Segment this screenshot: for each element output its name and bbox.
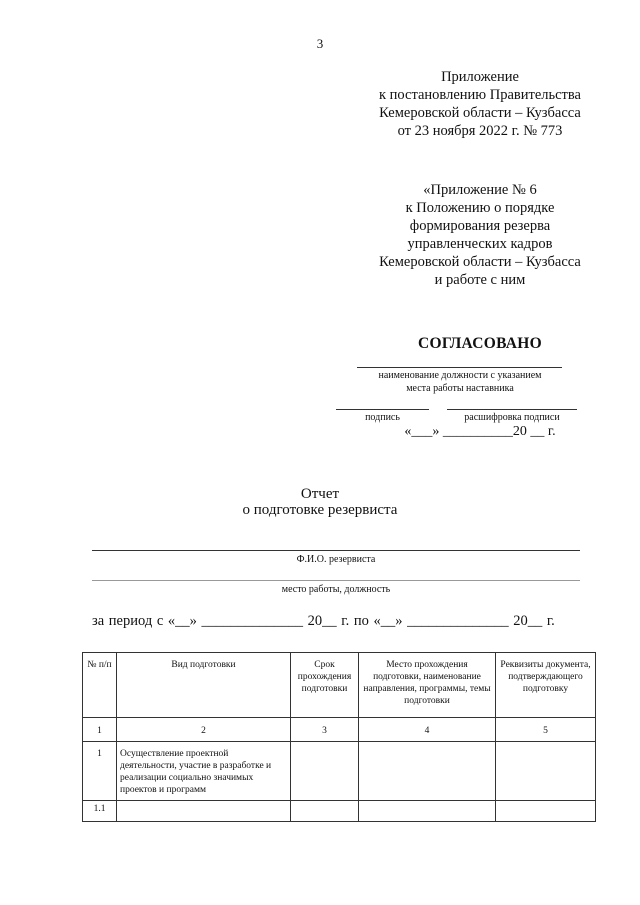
column-number: 5: [496, 718, 596, 742]
report-title: Отчет: [300, 486, 340, 502]
fio-line: [92, 550, 580, 551]
row-term: [291, 742, 359, 801]
appendix6-line: формирования резерва: [409, 218, 551, 234]
appendix-line: от 23 ноября 2022 г. № 773: [397, 123, 563, 139]
signature-caption: подпись: [365, 412, 400, 423]
decoding-line: [447, 409, 577, 410]
signature-line: [336, 409, 429, 410]
row-num: 1: [83, 742, 117, 801]
row-place: [359, 742, 496, 801]
table-header-row: [83, 653, 596, 718]
workplace-line: [92, 580, 580, 581]
table-row: [83, 742, 596, 801]
workplace-caption: место работы, должность: [281, 584, 391, 595]
position-line: [357, 367, 562, 368]
row-type: [117, 801, 291, 822]
approval-title: СОГЛАСОВАНО: [418, 335, 542, 352]
row-place: [359, 801, 496, 822]
page-number: 3: [316, 36, 324, 51]
appendix-header: [355, 68, 605, 140]
training-table: [82, 652, 596, 822]
row-type: Осуществление проектной деятельности, участие в разработке и реализации социально значимых проектов и программ: [117, 742, 291, 801]
column-number-row: [83, 718, 596, 742]
appendix-line: Кемеровской области – Кузбасса: [379, 105, 581, 121]
appendix6-line: «Приложение № 6: [423, 182, 537, 198]
decoding-caption: расшифровка подписи: [464, 412, 560, 423]
row-term: [291, 801, 359, 822]
column-number: 2: [117, 718, 291, 742]
appendix6-line: к Положению о порядке: [405, 200, 555, 216]
appendix6-line: управленческих кадров: [407, 236, 553, 252]
table-row: [83, 801, 596, 822]
report-subtitle: о подготовке резервиста: [242, 502, 398, 518]
row-doc: [496, 742, 596, 801]
header-term: Срок прохождения подготовки: [291, 653, 359, 718]
position-caption: [345, 369, 575, 395]
position-caption-line: места работы наставника: [406, 383, 514, 394]
approval-date-line: «___» __________20 __ г.: [404, 424, 556, 439]
column-number: 3: [291, 718, 359, 742]
position-caption-line: наименование должности с указанием: [378, 370, 542, 381]
column-number: 4: [359, 718, 496, 742]
header-type: Вид подготовки: [117, 653, 291, 718]
appendix6-line: и работе с ним: [434, 272, 526, 288]
appendix-line: к постановлению Правительства: [379, 87, 581, 103]
header-place: Место прохождения подготовки, наименование направления, программы, темы подготовки: [359, 653, 496, 718]
column-number: 1: [83, 718, 117, 742]
appendix6-header: [355, 181, 605, 289]
header-num: № п/п: [83, 653, 117, 718]
fio-caption: Ф.И.О. резервиста: [296, 554, 376, 565]
period-line: за период с «__» ______________ 20__ г. по «__» ______________ 20__ г.: [92, 613, 555, 629]
row-num: 1.1: [83, 801, 117, 822]
row-doc: [496, 801, 596, 822]
appendix6-line: Кемеровской области – Кузбасса: [379, 254, 581, 270]
appendix-line: Приложение: [441, 69, 519, 85]
header-doc: Реквизиты документа, подтверждающего подготовку: [496, 653, 596, 718]
